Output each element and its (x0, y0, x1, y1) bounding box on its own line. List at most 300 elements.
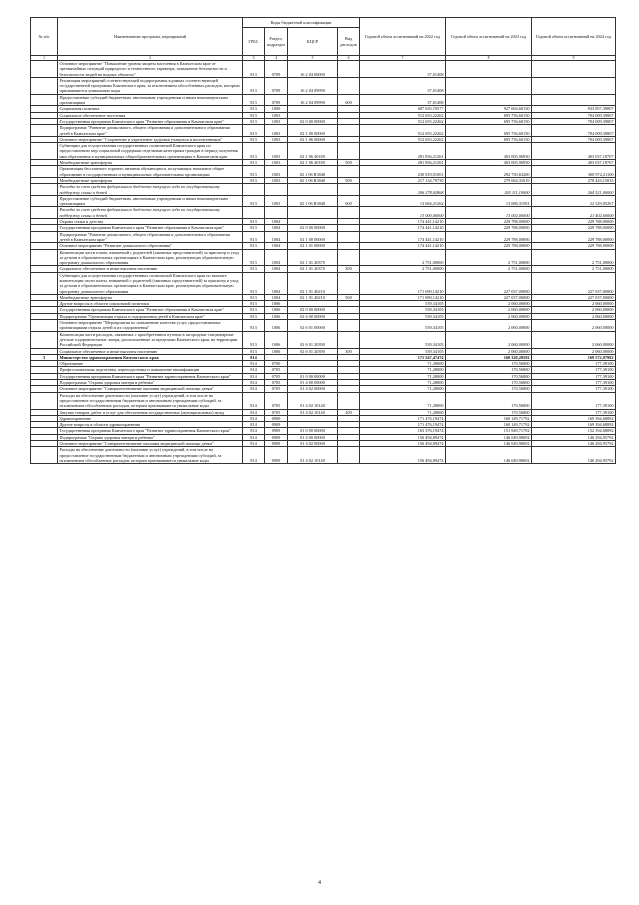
row-amount-2024: 2 060,00000 (532, 348, 616, 354)
row-ksr: 02 1 06 R3040 (288, 195, 338, 207)
row-razdel: 1006 (265, 320, 288, 332)
row-razdel: 1006 (265, 348, 288, 354)
row-razdel: 1004 (265, 272, 288, 294)
row-ksr: 02 1 06 R3040 (288, 177, 338, 183)
row-grbs: 814 (243, 367, 265, 373)
row-ksr: 02 6 00 00000 (288, 313, 338, 319)
row-amount-2022: 171 476,19474 (360, 422, 446, 428)
row-grbs: 813 (243, 320, 265, 332)
row-amount-2023: 229 788,00000 (446, 231, 532, 243)
row-amount-2023: 695 756,60150 (446, 112, 532, 118)
row-razdel: 0900 (265, 415, 288, 421)
row-razdel: 0709 (265, 94, 288, 106)
row-amount-2024: 704 009,39807 (532, 136, 616, 142)
row-grbs: 814 (243, 386, 265, 392)
row-razdel: 1006 (265, 331, 288, 348)
row-grbs (243, 207, 265, 219)
row-ksr: 01 4 00 00000 (288, 380, 338, 386)
row-amount-2024 (532, 61, 616, 78)
row-razdel: 1003 (265, 136, 288, 142)
row-razdel: 0909 (265, 422, 288, 428)
header-2024: Годовой объем ассигнований на 2024 год (532, 18, 616, 56)
row-razdel: 0709 (265, 61, 288, 78)
row-amount-2022: 174 441,14210 (360, 231, 446, 243)
row-vr (338, 320, 360, 332)
row-razdel: 1004 (265, 225, 288, 231)
row-name: Другие вопросы в области социальной политики (58, 301, 243, 307)
row-name: Предоставление субсидий бюджетным, автономным учреждениям и иным некоммерческим организациям (58, 94, 243, 106)
row-amount-2023: 2 060,00000 (446, 320, 532, 332)
row-ksr: 02 1 01 40210 (288, 294, 338, 300)
row-grbs: 814 (243, 354, 265, 360)
table-row (31, 61, 616, 78)
row-amount-2022: 156 494,89474 (360, 434, 446, 440)
row-amount-2022: 512 655,22262 (360, 136, 446, 142)
row-razdel: 1004 (265, 219, 288, 225)
row-ksr: 16 2 04 00000 (288, 61, 338, 78)
row-amount-2022: 71,28000 (360, 380, 446, 386)
row-name: Предоставление субсидий бюджетным, автономным учреждениям и иным некоммерческим организациям (58, 195, 243, 207)
row-amount-2022: 2 751,00000 (360, 249, 446, 266)
row-name: Охрана семьи и детства (58, 219, 243, 225)
row-amount-2022: 71,28000 (360, 361, 446, 367)
row-amount-2024: 2 060,00000 (532, 331, 616, 348)
row-amount-2024: 169 394,68892 (532, 422, 616, 428)
row-name: Основное мероприятие "Совершенствование оказания медицинской помощи детям" (58, 441, 243, 447)
row-amount-2024: 177,39100 (532, 361, 616, 367)
row-ksr: 02 1 01 40210 (288, 272, 338, 294)
row-vr: 300 (338, 266, 360, 272)
row-amount-2024: 177,39100 (532, 380, 616, 386)
row-grbs: 814 (243, 373, 265, 379)
row-amount-2024: 227 037,00000 (532, 294, 616, 300)
row-number (31, 94, 58, 106)
row-grbs: 813 (243, 177, 265, 183)
row-razdel: 1006 (265, 307, 288, 313)
row-name: Профессиональная подготовка, переподготовка и повышение квалификации (58, 367, 243, 373)
row-name: Основное мероприятие "Повышение уровня защиты населения в Камчатском крае от чрезвычайных ситуаций природного и техногенного характера, повышение безопасности и безопасности людей на водных объектах" (58, 61, 243, 78)
row-name: Государственная программа Камчатского края "Развитие здравоохранения Камчатского края" (58, 428, 243, 434)
row-amount-2022: 539,34105 (360, 301, 446, 307)
row-ksr (288, 184, 338, 196)
row-number (31, 195, 58, 207)
row-name: Организация бесплатного горячего питания обучающихся, получающих начальное общее образование в государственных и муниципальных образовательных организациях (58, 166, 243, 178)
row-name: Субвенции для осуществления государственных полномочий Камчатского края по выплате компенсации части платы, взимаемой с родителей (законных представителей) за присмотр и уход за детьми в образовательных организациях в Камчатском крае, реализующих образовательную программу дошкольного образования (58, 272, 243, 294)
row-ksr: 02 1 00 00000 (288, 231, 338, 243)
row-name: Социальное обеспечение и иные выплаты населению (58, 348, 243, 354)
row-name: Министерство здравоохранения Камчатского края (58, 354, 243, 360)
row-number (31, 77, 58, 94)
row-amount-2024: 278 443,15833 (532, 177, 616, 183)
row-name: Межбюджетные трансферты (58, 294, 243, 300)
table-row (31, 320, 616, 332)
row-razdel: 1006 (265, 301, 288, 307)
row-grbs: 814 (243, 434, 265, 440)
row-amount-2023 (446, 77, 532, 94)
row-name: Государственная программа Камчатского края "Развитие здравоохранения Камчатского края" (58, 373, 243, 379)
row-amount-2022: 512 655,22262 (360, 118, 446, 124)
row-grbs: 813 (243, 348, 265, 354)
row-name: Здравоохранение (58, 415, 243, 421)
header-codes: Коды бюджетной классификации (243, 18, 360, 28)
row-grbs: 813 (243, 166, 265, 178)
row-name: Субвенции для осуществления государственных полномочий Камчатского края по предоставлению мер социальной поддержки отдельным категориям граждан в период получения ими образования в муниципальных общеобразовательных организациях в Камчатском крае (58, 143, 243, 160)
row-number (31, 320, 58, 332)
table-row (31, 272, 616, 294)
row-grbs: 813 (243, 118, 265, 124)
row-ksr: 02 1 01 20370 (288, 266, 338, 272)
row-number (31, 184, 58, 196)
row-amount-2024: 403 037,18707 (532, 143, 616, 160)
row-amount-2022: 174 441,14210 (360, 243, 446, 249)
row-amount-2023: 13 686,31581 (446, 195, 532, 207)
row-amount-2022: 206 278,02868 (360, 184, 446, 196)
row-amount-2024: 146 294,95792 (532, 447, 616, 464)
table-row (31, 243, 616, 249)
row-razdel: 0705 (265, 392, 288, 409)
row-number: 3 (31, 354, 58, 360)
row-vr (338, 184, 360, 196)
row-amount-2024: 704 009,39807 (532, 112, 616, 118)
header-razdel: Раздел, подраздел (265, 28, 288, 56)
header-name: Наименование программ, мероприятий (58, 18, 243, 56)
row-amount-2024: 229 788,00000 (532, 243, 616, 249)
row-name: Государственная программа Камчатского края "Развитие образования в Камчатском крае" (58, 225, 243, 231)
row-grbs: 813 (243, 94, 265, 106)
row-name: Компенсация части расходов, связанных с приобретением путевок в загородные стационарные детские оздоровительные лагеря, расположенные за пределами Камчатского края, на территории Российской Федерации (58, 331, 243, 348)
row-amount-2023: 229 788,00000 (446, 225, 532, 231)
row-vr: 600 (338, 94, 360, 106)
row-ksr: 02 1 06 R3040 (288, 166, 338, 178)
row-razdel: 0700 (265, 361, 288, 367)
row-amount-2023: 170,56800 (446, 386, 532, 392)
row-grbs: 814 (243, 422, 265, 428)
column-index-cell: 9 (532, 56, 616, 61)
row-ksr: 01 4 02 10140 (288, 447, 338, 464)
row-amount-2024: 152 194,68892 (532, 428, 616, 434)
row-number (31, 125, 58, 137)
row-razdel (265, 207, 288, 219)
row-amount-2023: 227 037,00000 (446, 294, 532, 300)
row-vr (338, 143, 360, 160)
row-grbs: 814 (243, 441, 265, 447)
row-amount-2023: 229 788,00000 (446, 219, 532, 225)
row-amount-2022: 171 690,14210 (360, 294, 446, 300)
row-amount-2022: 174 441,14210 (360, 219, 446, 225)
page-number: 4 (318, 880, 321, 886)
row-amount-2022: 281 836,21261 (360, 143, 446, 160)
row-ksr: 16 2 04 09990 (288, 77, 338, 94)
row-amount-2022: 512 655,22262 (360, 125, 446, 137)
row-vr: 500 (338, 160, 360, 166)
row-amount-2023: 160 149,71792 (446, 415, 532, 421)
row-grbs: 814 (243, 415, 265, 421)
header-vr: Вид расходов (338, 28, 360, 56)
row-amount-2024: 146 294,95792 (532, 434, 616, 440)
row-amount-2023: 170,56800 (446, 380, 532, 386)
row-ksr: 02 1 00 00000 (288, 125, 338, 137)
row-grbs: 813 (243, 195, 265, 207)
row-razdel: 0909 (265, 434, 288, 440)
row-amount-2023: 2 060,00000 (446, 301, 532, 307)
row-amount-2022: 71,28000 (360, 373, 446, 379)
row-ksr: 02 1 01 20370 (288, 249, 338, 266)
row-ksr: 02 6 01 20390 (288, 331, 338, 348)
row-grbs: 814 (243, 392, 265, 409)
row-amount-2023: 292 750,63200 (446, 166, 532, 178)
row-number (31, 143, 58, 160)
row-amount-2023: 160 149,71792 (446, 422, 532, 428)
row-name: Расходы за счет средств федерального бюджета текущего года по государственному поддержку семьи и детей (58, 207, 243, 219)
table-row (31, 166, 616, 178)
row-amount-2022: 13 684,21262 (360, 195, 446, 207)
row-amount-2022: 174 441,14210 (360, 225, 446, 231)
row-grbs: 813 (243, 61, 265, 78)
row-ksr: 01 4 02 00000 (288, 441, 338, 447)
table-row (31, 380, 616, 386)
row-ksr: 02 0 00 00000 (288, 118, 338, 124)
row-grbs: 814 (243, 428, 265, 434)
row-number (31, 231, 58, 243)
row-name: Основное мероприятие "Развитие дошкольного образования" (58, 243, 243, 249)
table-row (31, 441, 616, 447)
row-amount-2024: 177,39100 (532, 409, 616, 415)
row-amount-2024: 2 060,00000 (532, 307, 616, 313)
row-amount-2024: 2 060,00000 (532, 313, 616, 319)
row-amount-2022: 156 494,89474 (360, 441, 446, 447)
row-vr (338, 166, 360, 178)
row-grbs: 813 (243, 225, 265, 231)
row-name: Основное мероприятие "Совершенствование оказания медицинской помощи детям" (58, 386, 243, 392)
table-row (31, 77, 616, 94)
row-amount-2022: 171 547,47474 (360, 354, 446, 360)
row-amount-2022: 71,28000 (360, 367, 446, 373)
row-vr (338, 272, 360, 294)
table-row (31, 331, 616, 348)
row-amount-2024: 2 060,00000 (532, 320, 616, 332)
row-number (31, 392, 58, 409)
row-name: Межбюджетные трансферты (58, 160, 243, 166)
row-razdel: 0909 (265, 428, 288, 434)
budget-table (30, 17, 616, 464)
row-amount-2024: 177,39100 (532, 392, 616, 409)
row-grbs: 814 (243, 409, 265, 415)
row-name: Социальная политика (58, 106, 243, 112)
row-amount-2023: 13 002,00000 (446, 207, 532, 219)
row-name: Основное мероприятие "Мероприятия по повышению качества услуг, предоставляемых организациями отдыха детей и их оздоровления" (58, 320, 243, 332)
column-index-cell: 1 (31, 56, 58, 61)
row-razdel: 0709 (265, 77, 288, 94)
row-name: Подпрограмма "Охрана здоровья матери и ребенка" (58, 380, 243, 386)
row-ksr: 01 0 00 00000 (288, 373, 338, 379)
row-name: Подпрограмма "Развитие дошкольного, общего образования и дополнительного образования детей в Камчатском крае" (58, 125, 243, 137)
row-amount-2023: 170,56800 (446, 409, 532, 415)
table-row (31, 249, 616, 266)
row-amount-2023 (446, 61, 532, 78)
row-amount-2023: 170,56800 (446, 367, 532, 373)
row-grbs: 813 (243, 77, 265, 94)
row-amount-2024: 146 294,95792 (532, 441, 616, 447)
row-amount-2023 (446, 94, 532, 106)
row-name: Межбюджетные трансферты (58, 177, 243, 183)
table-row (31, 136, 616, 142)
row-grbs: 813 (243, 231, 265, 243)
row-amount-2024: 169 572,07992 (532, 354, 616, 360)
column-index-cell: 4 (265, 56, 288, 61)
row-ksr: 02 0 00 00000 (288, 225, 338, 231)
table-row (31, 313, 616, 319)
row-amount-2023: 146 049,98692 (446, 441, 532, 447)
row-amount-2022: 37,01408 (360, 61, 446, 78)
row-vr (338, 249, 360, 266)
row-amount-2023: 227 037,00000 (446, 272, 532, 294)
row-amount-2023: 403 005,96950 (446, 143, 532, 160)
row-ksr: 01 4 02 10140 (288, 392, 338, 409)
row-vr (338, 331, 360, 348)
table-body (31, 61, 616, 464)
row-razdel: 0909 (265, 447, 288, 464)
header-ksr: КЦСР (288, 28, 338, 56)
row-amount-2023: 146 049,98692 (446, 447, 532, 464)
row-name: Реализация мероприятий соответствующей подпрограммы в рамках соответствующей государственной программы Камчатского края, за исключением обособленных расходов, которым присваиваются уникальные коды (58, 77, 243, 94)
row-ksr: 02 1 06 40180 (288, 143, 338, 160)
budget-table-container (30, 17, 615, 464)
column-index-cell: 3 (243, 56, 265, 61)
row-grbs: 813 (243, 136, 265, 142)
row-amount-2022: 171 690,14210 (360, 272, 446, 294)
row-amount-2024: 300 972,21100 (532, 166, 616, 178)
row-amount-2024: 22 529,05267 (532, 195, 616, 207)
row-grbs: 814 (243, 380, 265, 386)
header-grbs: ГРБС (243, 28, 265, 56)
row-razdel: 1003 (265, 177, 288, 183)
row-amount-2023: 279 064,31619 (446, 177, 532, 183)
row-amount-2023: 695 756,60150 (446, 136, 532, 142)
row-grbs: 813 (243, 125, 265, 137)
row-amount-2022: 71,28000 (360, 392, 446, 409)
row-amount-2024: 933 857,39807 (532, 106, 616, 112)
row-amount-2022: 230 819,01001 (360, 166, 446, 178)
row-amount-2023: 2 751,00000 (446, 266, 532, 272)
table-row (31, 266, 616, 272)
row-grbs: 813 (243, 219, 265, 225)
row-ksr: 02 1 06 40180 (288, 160, 338, 166)
row-amount-2022: 539,34105 (360, 320, 446, 332)
row-grbs: 813 (243, 143, 265, 160)
row-grbs: 814 (243, 361, 265, 367)
table-row (31, 94, 616, 106)
row-razdel: 0705 (265, 386, 288, 392)
row-grbs (243, 184, 265, 196)
row-amount-2024: 2 751,00000 (532, 266, 616, 272)
table-row (31, 184, 616, 196)
row-razdel: 1004 (265, 294, 288, 300)
row-razdel: 0909 (265, 441, 288, 447)
row-vr: 500 (338, 294, 360, 300)
row-razdel: 1003 (265, 160, 288, 166)
row-amount-2022: 2 751,00000 (360, 266, 446, 272)
row-amount-2024: 169 394,68892 (532, 415, 616, 421)
row-amount-2024: 403 037,18707 (532, 160, 616, 166)
row-razdel: 1004 (265, 243, 288, 249)
row-amount-2022: 217 134,79739 (360, 177, 446, 183)
row-name: Расходы на обеспечение деятельности (оказание услуг) учреждений, в том числе на предоставление государственным бюджетным и автономным учреждениям субсидий, за исключением обособленных расходов, которым присваиваются уникальные коды (58, 447, 243, 464)
row-amount-2023: 151 949,71792 (446, 428, 532, 434)
row-ksr: 01 4 00 00000 (288, 434, 338, 440)
row-amount-2022: 13 000,00000 (360, 207, 446, 219)
row-amount-2024: 229 788,00000 (532, 219, 616, 225)
column-index-cell: 6 (338, 56, 360, 61)
row-ksr: 02 6 01 00000 (288, 320, 338, 332)
row-grbs: 813 (243, 331, 265, 348)
row-amount-2023: 146 049,98692 (446, 434, 532, 440)
row-name: Расходы на обеспечение деятельности (оказание услуг) учреждений, в том числе на предоставление государственным бюджетным и автономным учреждениям субсидий, за исключением обособленных расходов, которым присваиваются уникальные коды (58, 392, 243, 409)
row-amount-2022: 163 376,19474 (360, 428, 446, 434)
table-row (31, 307, 616, 313)
row-ksr: 01 0 00 00000 (288, 428, 338, 434)
row-amount-2024: 177,39100 (532, 373, 616, 379)
row-vr (338, 61, 360, 78)
row-number (31, 61, 58, 78)
row-amount-2024: 704 009,39807 (532, 125, 616, 137)
row-amount-2023: 170,56800 (446, 361, 532, 367)
table-row (31, 409, 616, 415)
row-amount-2023: 695 756,60150 (446, 125, 532, 137)
row-ksr: 02 1 01 00000 (288, 243, 338, 249)
row-amount-2023: 265 111,10000 (446, 184, 532, 196)
row-amount-2022: 71,28000 (360, 409, 446, 415)
row-vr (338, 77, 360, 94)
row-razdel: 0705 (265, 367, 288, 373)
row-razdel: 1003 (265, 112, 288, 118)
header-2022: Годовой объем ассигнований на 2022 год (360, 18, 446, 56)
row-grbs: 813 (243, 160, 265, 166)
table-row (31, 118, 616, 124)
row-grbs: 813 (243, 313, 265, 319)
row-name: Социальное обеспечение и иные выплаты населению (58, 266, 243, 272)
row-amount-2022: 687 635,70577 (360, 106, 446, 112)
row-razdel: 1004 (265, 249, 288, 266)
row-amount-2023: 403 005,96950 (446, 160, 532, 166)
row-amount-2024: 704 009,39807 (532, 118, 616, 124)
row-name: Основное мероприятие "Сохранение и укрепление здоровья учащихся и воспитанников" (58, 136, 243, 142)
row-amount-2024: 177,39100 (532, 367, 616, 373)
row-amount-2023: 2 751,00000 (446, 249, 532, 266)
row-ksr: 16 2 04 09990 (288, 94, 338, 106)
row-amount-2022: 171 476,19474 (360, 415, 446, 421)
row-amount-2022: 539,34105 (360, 348, 446, 354)
row-razdel: 0705 (265, 409, 288, 415)
row-ksr: 02 6 01 20390 (288, 348, 338, 354)
row-vr (338, 392, 360, 409)
row-name: Подпрограмма "Организация отдыха и оздоровления детей в Камчатском крае" (58, 313, 243, 319)
header-2023: Годовой объем ассигнований на 2023 год (446, 18, 532, 56)
row-razdel: 1003 (265, 195, 288, 207)
row-amount-2024: 21 402,60000 (532, 207, 616, 219)
row-vr (338, 447, 360, 464)
row-razdel: 1004 (265, 231, 288, 243)
table-row (31, 428, 616, 434)
table-row (31, 392, 616, 409)
row-vr (338, 125, 360, 137)
row-amount-2023: 2 060,00000 (446, 348, 532, 354)
row-razdel: 1003 (265, 125, 288, 137)
row-name: Закупка товаров, работ и услуг для обеспечения государственных (муниципальных) нужд (58, 409, 243, 415)
table-row (31, 348, 616, 354)
row-name: Подпрограмма "Охрана здоровья матери и ребенка" (58, 434, 243, 440)
row-amount-2023: 2 060,00000 (446, 313, 532, 319)
column-index-cell: 7 (360, 56, 446, 61)
